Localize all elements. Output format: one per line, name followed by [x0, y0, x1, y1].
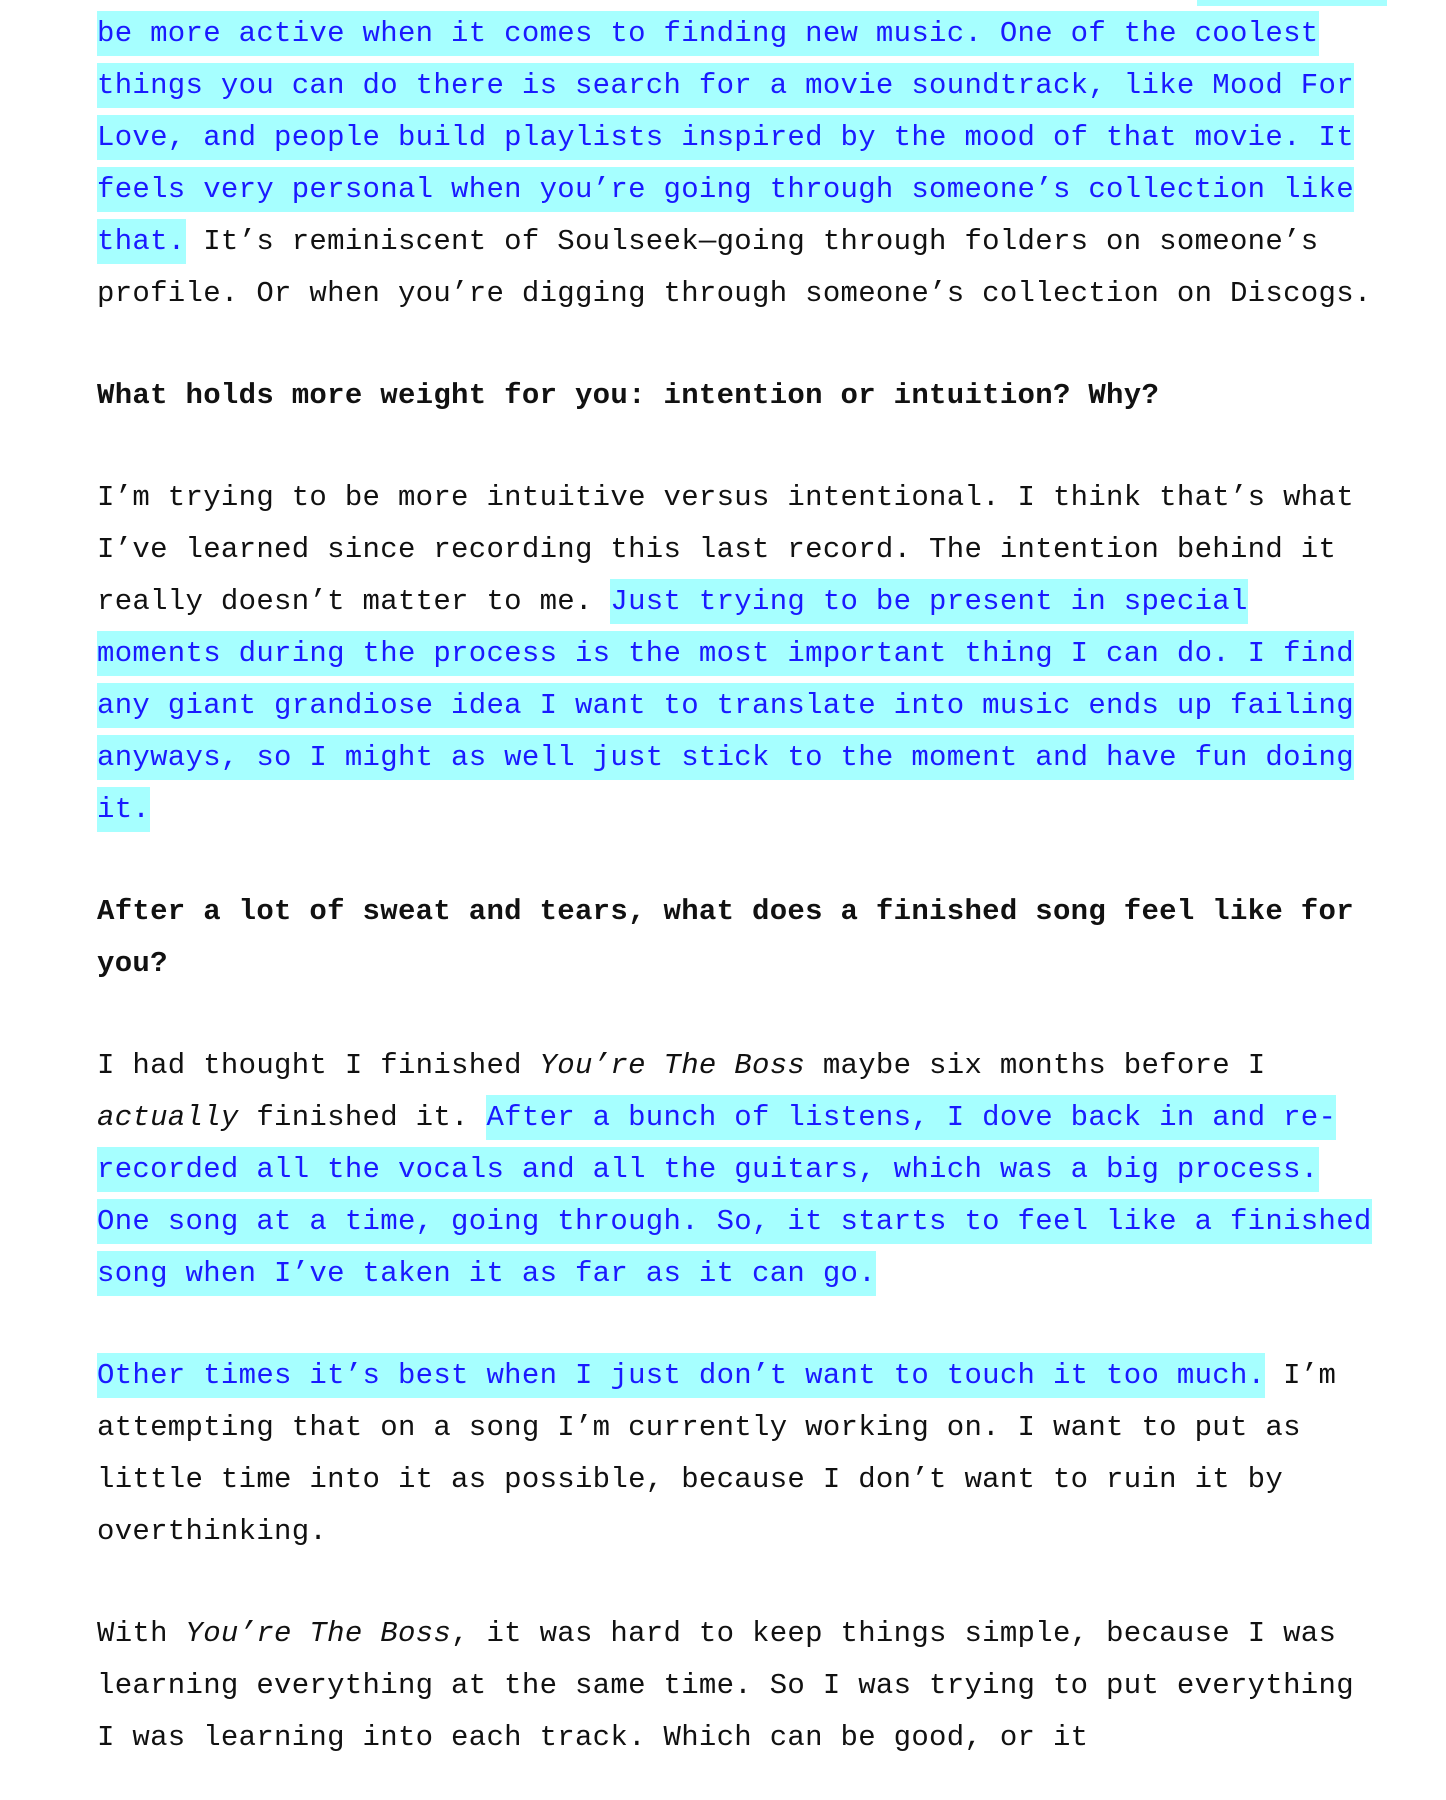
- answer-paragraph-intuition: [97, 472, 1387, 836]
- paragraph-text: I’m attempting that on a song I’m currently working on. I want to put as little time into it as possible, because I don’t want to ruin it by overthinking.: [97, 1359, 1337, 1548]
- paragraph-text: I had thought I finished: [97, 1049, 540, 1082]
- paragraph-text: I’m trying to be more intuitive versus intentional. I think that’s what I’ve learned since recording this last record. The intention behind it really doesn’t matter to me.: [97, 481, 1354, 618]
- paragraph-text: maybe six months before I: [805, 1049, 1266, 1082]
- highlighted-text: be more active when it comes to finding new music. One of the coolest things you can do there is search for a movie soundtrack, like Mood For Love, and people build playlists inspired by the mood of that movie. It feels very personal when you’re going through someone’s collection like that.: [97, 11, 1354, 264]
- answer-paragraph-finished-song: [97, 1040, 1387, 1300]
- interview-question: After a lot of sweat and tears, what does a finished song feel like for you?: [97, 895, 1354, 980]
- highlighted-text: Just trying to be present in special moments during the process is the most important thing I can do. I find any giant grandiose idea I want to translate into music ends up failing anyways, so I might as well just stick to the moment and have fun doing it.: [97, 579, 1354, 832]
- paragraph-text: finished it.: [238, 1101, 487, 1134]
- album-title: You’re The Boss: [539, 1049, 806, 1082]
- answer-paragraph-touch: [97, 1350, 1387, 1558]
- album-title: You’re The Boss: [185, 1617, 452, 1650]
- answer-paragraph-soundtrack: [97, 8, 1387, 320]
- previous-line-highlight-fragment: [97, 0, 1387, 6]
- paragraph-text: It’s reminiscent of Soulseek—going through folders on someone’s profile. Or when you’re digging through someone’s collection on Discogs.: [97, 225, 1372, 310]
- highlighted-text: Other times it’s best when I just don’t want to touch it too much.: [97, 1353, 1265, 1398]
- answer-paragraph-simple: [97, 1608, 1387, 1764]
- paragraph-text: , it was hard to keep things simple, because I was learning everything at the same time. So I was trying to put everything I was learning into each track. Which can be good, or it: [97, 1617, 1354, 1754]
- highlighted-text: After a bunch of listens, I dove back in and re-recorded all the vocals and all the guitars, which was a big process. One song at a time, going through. So, it starts to feel like a finished song when I’ve taken it as far as it can go.: [97, 1095, 1372, 1296]
- emphasis-text: actually: [97, 1101, 239, 1134]
- interview-question: What holds more weight for you: intention or intuition? Why?: [97, 379, 1160, 412]
- paragraph-text: With: [97, 1617, 186, 1650]
- article-body: [97, 0, 1387, 1764]
